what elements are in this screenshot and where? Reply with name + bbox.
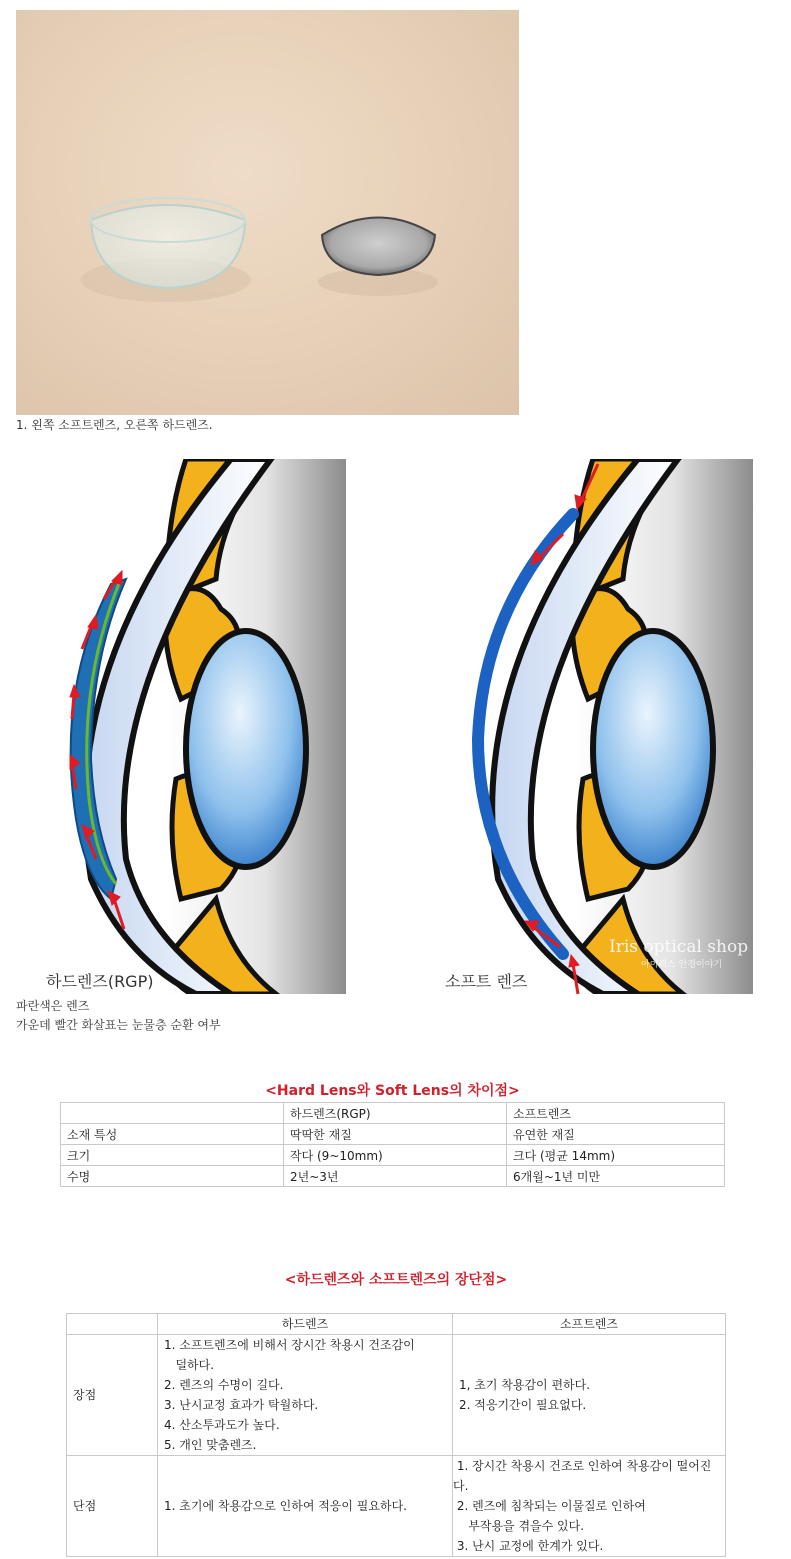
pros-label: 장점 [67,1335,158,1456]
list-item: 1. 소프트렌즈에 비해서 장시간 착용시 건조감이 [164,1338,415,1352]
list-item: 2. 렌즈의 수명이 길다. [164,1378,284,1392]
table-cell: 소프트렌즈 [507,1103,725,1124]
table-row [61,1166,725,1187]
list-item: 1, 초기 착용감이 편하다. [459,1378,591,1392]
list-item: 3. 난시 교정에 한계가 있다. [453,1539,604,1553]
soft-lens-eye-drawing [423,459,753,994]
table-cell: 소프트렌즈 [453,1314,726,1335]
table-cell: 작다 (9~10mm) [284,1145,507,1166]
lens-photo [16,10,519,415]
diagram-note-1: 파란색은 렌즈 [16,999,90,1013]
table-cell: 수명 [61,1166,284,1187]
list-item: 다. [453,1479,469,1493]
list-item: 2. 렌즈에 침착되는 이물질로 인하여 [453,1499,646,1513]
pros-cons-table [66,1313,726,1557]
hard-lens [322,218,435,276]
cons-hard-cell [158,1456,453,1557]
list-item: 5. 개인 맞춤렌즈. [164,1438,257,1452]
table-row [61,1124,725,1145]
list-item: 덜하다. [164,1358,215,1372]
hard-lens-label: 하드렌즈(RGP) [46,972,154,991]
table-cell [67,1314,158,1335]
list-item: 1. 장시간 착용시 건조로 인하여 착용감이 떨어진 [453,1459,712,1473]
table-cell: 6개월~1년 미만 [507,1166,725,1187]
pros-cons-title: <하드렌즈와 소프트렌즈의 장단점> [284,1272,508,1288]
table-cell [61,1103,284,1124]
photo-caption: 1. 왼쪽 소프트렌즈, 오른쪽 하드렌즈. [16,418,213,432]
table-cell: 크다 (평균 14mm) [507,1145,725,1166]
pros-soft-cell [453,1335,726,1456]
list-item: 4. 산소투과도가 높다. [164,1418,280,1432]
table-row [61,1103,725,1124]
table-row [61,1145,725,1166]
list-item: 2. 적응기간이 필요없다. [459,1398,587,1412]
hard-lens-eye-drawing [16,459,346,994]
comparison-title: <Hard Lens와 Soft Lens의 차이점> [265,1083,520,1099]
diagram-note-2: 가운데 빨간 화살표는 눈물층 순환 여부 [16,1018,221,1032]
table-row [67,1335,726,1456]
table-cell: 소재 특성 [61,1124,284,1145]
table-cell: 유연한 재질 [507,1124,725,1145]
table-cell: 딱딱한 재질 [284,1124,507,1145]
table-cell: 하드렌즈 [158,1314,453,1335]
table-row [67,1456,726,1557]
cons-soft-cell [453,1456,726,1557]
soft-lens-label: 소프트 렌즈 [445,972,528,991]
table-cell: 2년~3년 [284,1166,507,1187]
watermark-sub: 아이리스 안경이야기 [641,960,723,970]
cons-label: 단점 [67,1456,158,1557]
list-item: 3. 난시교정 효과가 탁월하다. [164,1398,319,1412]
comparison-table [60,1102,725,1187]
table-cell: 하드렌즈(RGP) [284,1103,507,1124]
watermark: Iris optical shop [609,937,749,957]
lens-photo-drawing [16,10,519,415]
pros-hard-cell [158,1335,453,1456]
list-item: 1. 초기에 착용감으로 인하여 적응이 필요하다. [164,1499,407,1513]
hard-lens-diagram [16,459,346,994]
table-cell: 크기 [61,1145,284,1166]
table-row [67,1314,726,1335]
soft-lens-diagram [423,459,753,994]
list-item: 부작용을 겪을수 있다. [453,1519,585,1533]
